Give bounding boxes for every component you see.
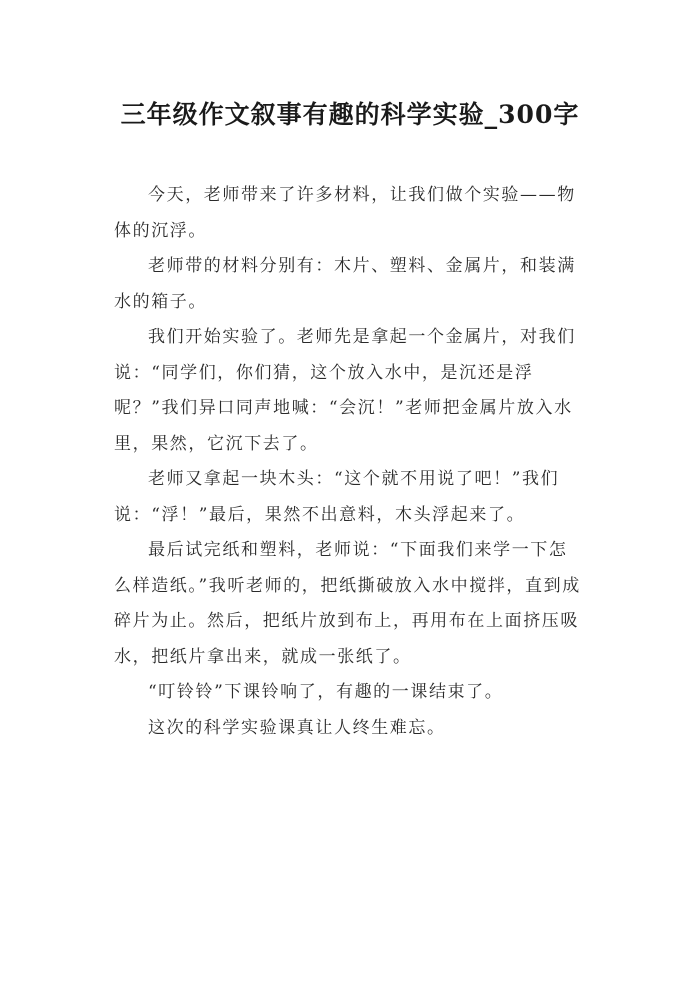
document-title: 三年级作文叙事有趣的科学实验_300字 — [120, 100, 580, 129]
paragraph: 最后试完纸和塑料，老师说：“下面我们来学一下怎么样造纸。”我听老师的，把纸撕破放入水中搅拌，直到成碎片为止。然后，把纸片放到布上，再用布在上面挤压吸水，把纸片拿出来，就成一张纸了。 — [114, 540, 581, 667]
document-body — [114, 178, 584, 746]
paragraph: 今天，老师带来了许多材料，让我们做个实验——物体的沉浮。 — [114, 185, 576, 241]
paragraph: 老师又拿起一块木头：“这个就不用说了吧！”我们说：“浮！”最后，果然不出意料，木头浮起来了。 — [114, 469, 560, 525]
paragraph: 这次的科学实验课真让人终生难忘。 — [148, 717, 446, 738]
paragraph: “叮铃铃”下课铃响了，有趣的一课结束了。 — [148, 682, 504, 702]
paragraph: 老师带的材料分别有：木片、塑料、金属片，和装满水的箱子。 — [114, 256, 576, 312]
paragraph: 我们开始实验了。老师先是拿起一个金属片，对我们说：“同学们，你们猜，这个放入水中，是沉还是浮呢？”我们异口同声地喊：“会沉！”老师把金属片放入水里，果然，它沉下去了。 — [114, 327, 576, 454]
